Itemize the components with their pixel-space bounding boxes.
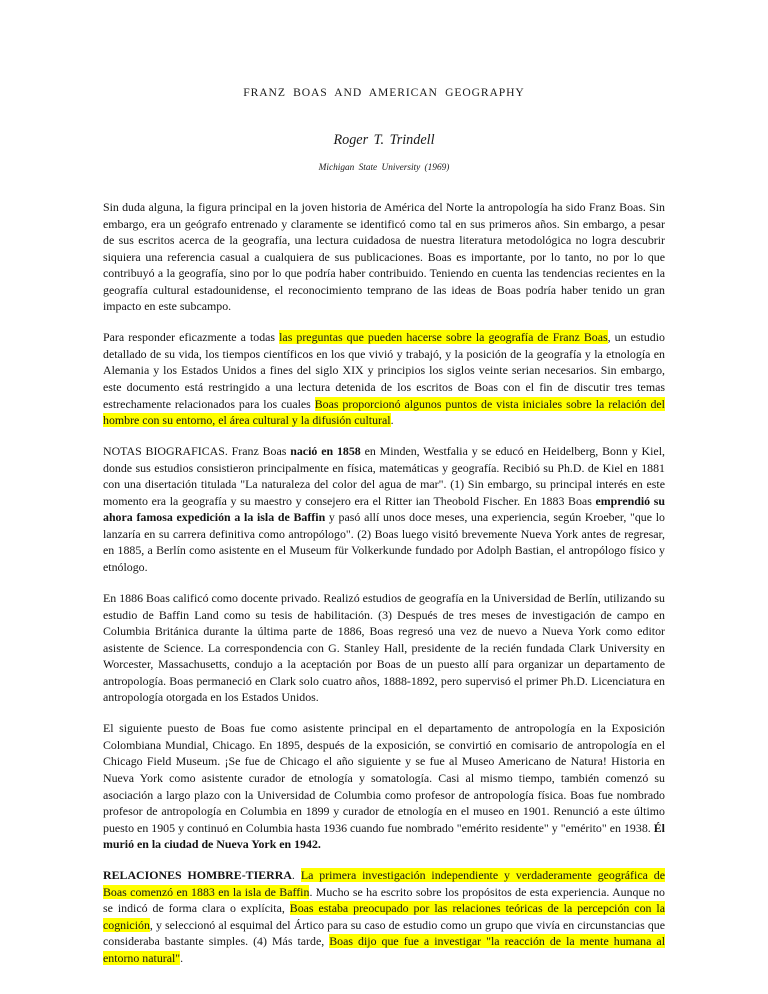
paragraph-scope — [103, 329, 665, 428]
text-run: . — [390, 413, 394, 428]
bold-text: emprendió su ahora famosa expedición a la isla de Baffin — [103, 493, 665, 525]
text-run: Para responder eficazmente a todas — [103, 330, 280, 345]
text-run: , un estudio detallado de su vida, los tiempos científicos en los que vivió y trabajó, y la posición de la geografía y la etnología en Alemania y los Estados Unidos a fines del siglo XIX y principios los siglos veinte serian necesarios. Sin embargo, este documento está restringido a una lectura detenida de los escritos de Boas con el fin de discutir tres temas estrechamente relacionados para los cuales — [103, 330, 665, 411]
text-run: Sin duda alguna, la figura principal en la joven historia de América del Norte la antropología ha sido Franz Boas. Sin embargo, era un geógrafo entrenado y claramente se identificó como tal en sus primeros años. Sin embargo, a pesar de sus escritos acerca de la geografía, una lectura cuidadosa de nuestra literatura metodológica no logra descubrir siquiera una referencia casual a cualquiera de sus publicaciones. Boas es importante, por lo tanto, no por lo que contribuyó a la geografía, sino por lo que podría haber contribuido. Teniendo en cuenta las tendencias recientes en la geografía cultural estadounidense, el reconocimiento temprano de las ideas de Boas podría haber tenido un gran impacto en este subcampo. — [103, 200, 665, 314]
text-run: . Mucho se ha escrito sobre los propósitos de esta experiencia. Aunque no se indicó de forma clara o explícita, — [103, 884, 665, 916]
text-run: y pasó allí unos doce meses, una experiencia, según Kroeber, "que lo lanzaría en su carrera definitiva como antropólogo". (2) Boas luego visitó brevemente Nueva York antes de regresar, en 1885, a Berlín como asistente en el Museum für Volkerkunde fundado por Adolph Bastian, el antropólogo físico y etnólogo. — [103, 510, 665, 574]
author-affiliation: Michigan State University (1969) — [318, 163, 450, 173]
paragraph-man-land-relations — [103, 867, 665, 966]
page-title: FRANZ BOAS AND AMERICAN GEOGRAPHY — [243, 86, 525, 99]
bold-text: Él murió en la ciudad de Nueva York en 1942. — [103, 820, 665, 852]
bold-text: nació en 1858 — [290, 444, 361, 459]
text-run: . — [291, 868, 301, 883]
text-run: en Minden, Westfalia y se educó en Heidelberg, Bonn y Kiel, donde sus estudios consistieron principalmente en física, matemáticas y geografía. Recibió su Ph.D. de Kiel en 1881 con una disertación titulada "La naturaleza del color del agua de mar". (1) Sin embargo, su principal interés en este momento era la geografía y su maestro y consejero era el Ritter ian Theobold Fischer. En 1883 Boas — [103, 444, 665, 508]
paragraph-chicago-columbia — [103, 720, 665, 852]
highlighted-text: Boas estaba preocupado por las relaciones teóricas de la percepción con la cognición — [103, 901, 665, 932]
text-run: NOTAS BIOGRAFICAS. Franz Boas — [103, 444, 291, 459]
highlighted-text: Boas proporcionó algunos puntos de vista iniciales sobre la relación del hombre con su entorno, el área cultural y la difusión cultural — [103, 396, 665, 428]
paragraph-berlin-clark — [103, 590, 665, 706]
section-heading-inline: RELACIONES HOMBRE-TIERRA — [103, 868, 292, 883]
text-run: El siguiente puesto de Boas fue como asistente principal en el departamento de antropología en la Exposición Colombiana Mundial, Chicago. En 1895, después de la exposición, se convirtió en comisario de antropología en el Chicago Field Museum. ¡Se fue de Chicago el año siguiente y se fue al Museo Americano de Natura! Historia en Nueva York como asistente curador de etnología y somatología. Casi al mismo tiempo, también comenzó su asociación a largo plazo con la Universidad de Columbia como profesor de antropología física. Boas fue nombrado profesor de antropología en Columbia en 1899 y curador de etnología en el museo en 1901. Renunció a este último puesto en 1905 y continuó en Columbia hasta 1936 cuando fue nombrado "emérito residente" y "emérito" en 1938. — [103, 721, 665, 835]
text-run: En 1886 Boas calificó como docente privado. Realizó estudios de geografía en la Universidad de Berlín, utilizando su estudio de Baffin Land como su tesis de habilitación. (3) Después de tres meses de investigación de campo en Columbia Británica durante la última parte de 1886, Boas regresó una vez de nuevo a Nueva York como editor asistente de Science. La correspondencia con G. Stanley Hall, presidente de la recién fundada Clark University en Worcester, Massachusetts, condujo a la aceptación por Boas de un puesto allí para organizar un departamento de antropología. Boas permaneció en Clark solo cuatro años, 1888-1892, pero supervisó el primer Ph.D. Licenciatura en antropología otorgada en los Estados Unidos. — [103, 590, 665, 705]
document-body — [103, 173, 665, 966]
text-run: , y seleccionó al esquimal del Ártico para su caso de estudio como un grupo que vivía en circunstancias que consideraba bastante simples. (4) Más tarde, — [103, 917, 665, 949]
highlighted-text: La primera investigación independiente y verdaderamente geográfica de Boas comenzó en 1883 en la isla de Baffin — [103, 868, 665, 899]
highlighted-text: las preguntas que pueden hacerse sobre la geografía de Franz Boas — [279, 330, 608, 345]
text-run: . — [180, 950, 184, 965]
paragraph-intro — [103, 199, 665, 315]
highlighted-text: Boas dijo que fue a investigar "la reacción de la mente humana al entorno natural" — [103, 934, 666, 965]
paragraph-biographical-notes — [103, 443, 665, 575]
author-byline: Roger T. Trindell — [333, 132, 435, 148]
